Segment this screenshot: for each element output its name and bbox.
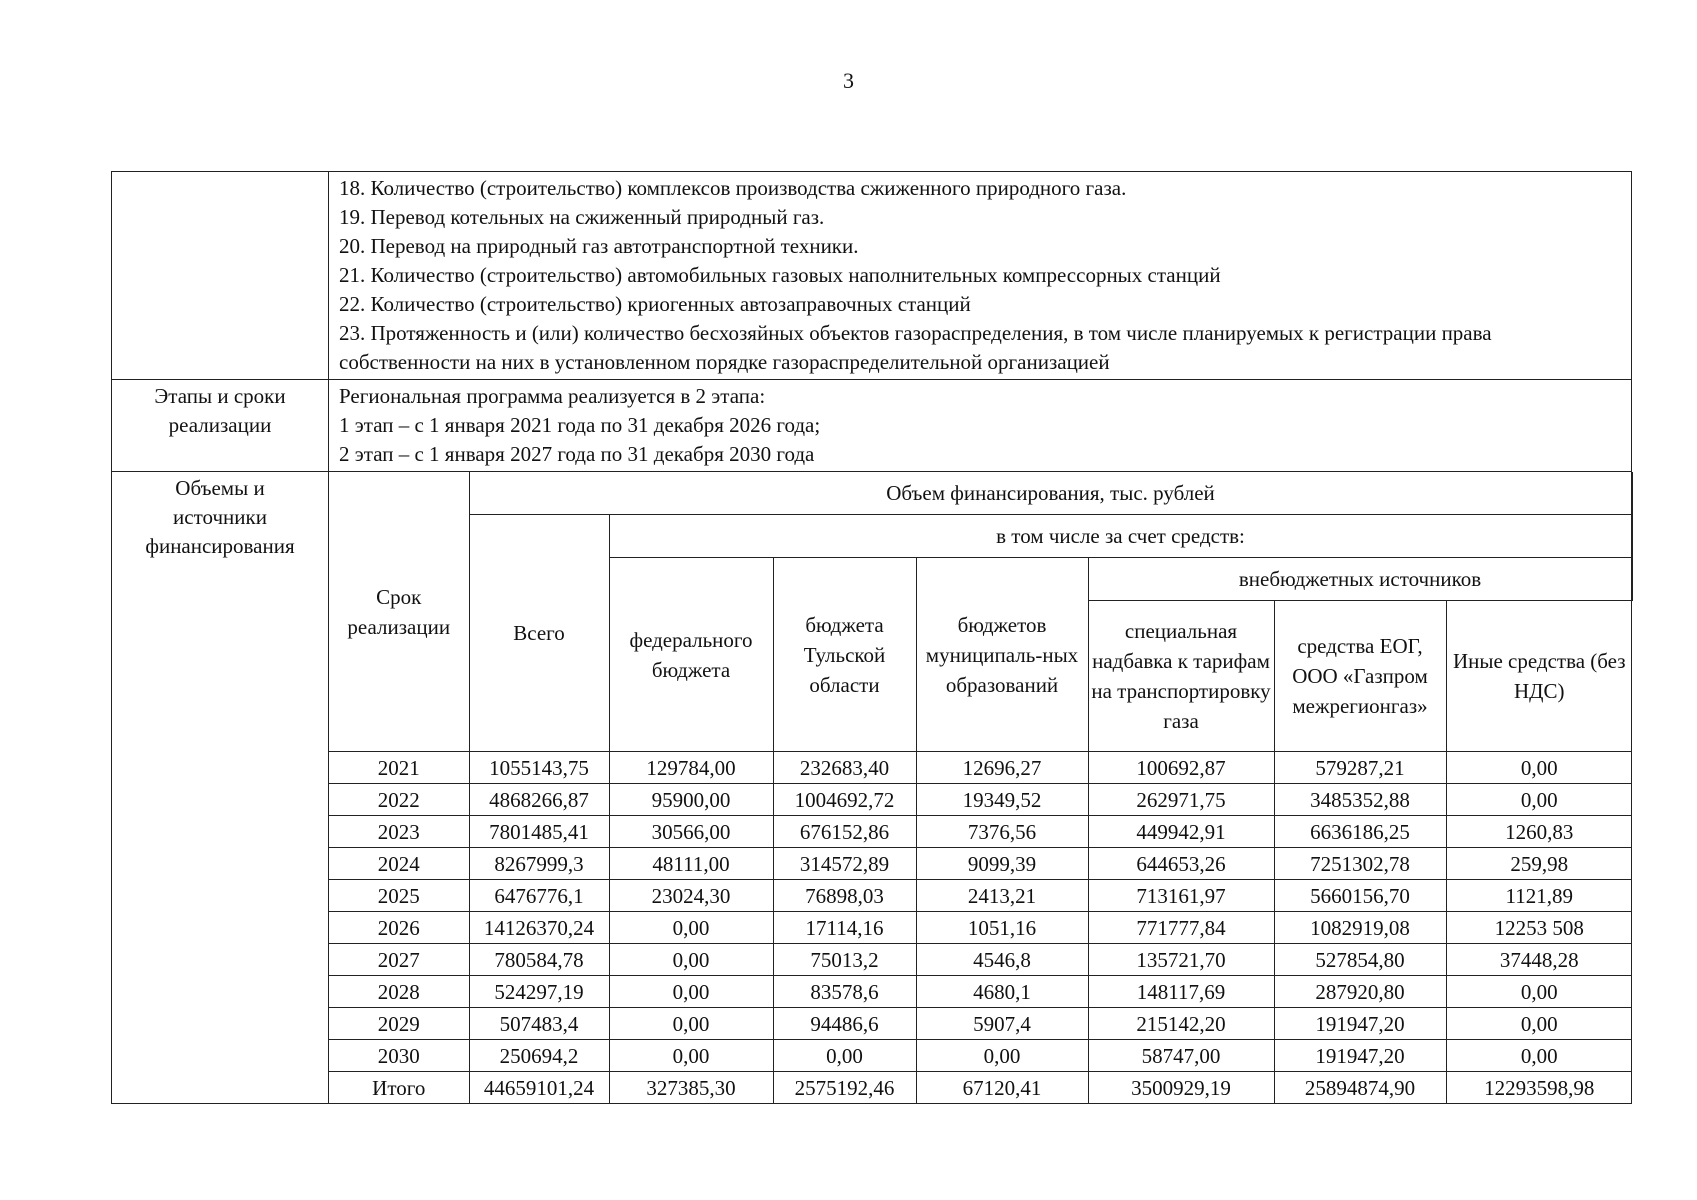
table-cell: 3485352,88 <box>1274 784 1446 816</box>
table-cell: 100692,87 <box>1088 752 1274 784</box>
table-cell: 2030 <box>329 1040 469 1072</box>
table-cell: 507483,4 <box>469 1008 609 1040</box>
table-cell: 75013,2 <box>773 944 916 976</box>
table-cell: 2026 <box>329 912 469 944</box>
table-cell: 3500929,19 <box>1088 1072 1274 1104</box>
table-row <box>329 880 1632 912</box>
table-cell: 2023 <box>329 816 469 848</box>
page-number: 3 <box>843 68 854 93</box>
stages-line: 1 этап – с 1 января 2021 года по 31 декабря 2026 года; <box>339 413 821 437</box>
table-cell: 2025 <box>329 880 469 912</box>
table-cell: 314572,89 <box>773 848 916 880</box>
table-cell: 12696,27 <box>916 752 1088 784</box>
table-cell: 48111,00 <box>609 848 773 880</box>
table-cell: 7801485,41 <box>469 816 609 848</box>
table-cell: 2029 <box>329 1008 469 1040</box>
table-cell: 94486,6 <box>773 1008 916 1040</box>
header-including: в том числе за счет средств: <box>609 515 1632 558</box>
table-cell: 1082919,08 <box>1274 912 1446 944</box>
table-cell: 2413,21 <box>916 880 1088 912</box>
table-row <box>329 816 1632 848</box>
indicator-item: 18. Количество (строительство) комплексов производства сжиженного природного газа. <box>339 176 1127 200</box>
stages-line: 2 этап – с 1 января 2027 года по 31 декабря 2030 года <box>339 442 815 466</box>
table-cell: 0,00 <box>1446 976 1632 1008</box>
passport-table <box>111 171 1632 1104</box>
table-row <box>329 784 1632 816</box>
stages-row <box>112 380 1632 472</box>
table-row <box>329 944 1632 976</box>
stages-label: Этапы и сроки реализации <box>112 380 329 472</box>
indicators-row <box>112 172 1632 380</box>
table-cell: 0,00 <box>609 944 773 976</box>
col-municipal: бюджетов муниципаль-ных образований <box>916 558 1088 752</box>
financing-table <box>329 472 1633 1103</box>
table-cell: 262971,75 <box>1088 784 1274 816</box>
table-cell: 0,00 <box>916 1040 1088 1072</box>
table-row <box>329 1040 1632 1072</box>
table-cell: 7251302,78 <box>1274 848 1446 880</box>
table-cell: 713161,97 <box>1088 880 1274 912</box>
header-extrabudget: внебюджетных источников <box>1088 558 1632 601</box>
table-cell: 449942,91 <box>1088 816 1274 848</box>
table-cell: 287920,80 <box>1274 976 1446 1008</box>
table-cell: 135721,70 <box>1088 944 1274 976</box>
table-cell: 771777,84 <box>1088 912 1274 944</box>
table-cell: 5660156,70 <box>1274 880 1446 912</box>
table-cell: 250694,2 <box>469 1040 609 1072</box>
financing-data <box>329 752 1632 1104</box>
table-cell: 37448,28 <box>1446 944 1632 976</box>
indicator-item: 22. Количество (строительство) криогенных автозаправочных станций <box>339 292 971 316</box>
table-cell: 0,00 <box>1446 784 1632 816</box>
table-cell: 644653,26 <box>1088 848 1274 880</box>
financing-table-cell <box>329 472 1632 1104</box>
table-cell: 0,00 <box>609 976 773 1008</box>
table-cell: 76898,03 <box>773 880 916 912</box>
table-cell: 2028 <box>329 976 469 1008</box>
stages-text <box>329 380 1632 472</box>
indicator-item: 21. Количество (строительство) автомобильных газовых наполнительных компрессорных станций <box>339 263 1221 287</box>
table-cell: 2021 <box>329 752 469 784</box>
table-cell: 30566,00 <box>609 816 773 848</box>
table-cell: 0,00 <box>1446 1040 1632 1072</box>
table-cell: 23024,30 <box>609 880 773 912</box>
table-cell: 25894874,90 <box>1274 1072 1446 1104</box>
indicators-label-cell <box>112 172 329 380</box>
header-volume: Объем финансирования, тыс. рублей <box>469 472 1632 515</box>
table-cell: 259,98 <box>1446 848 1632 880</box>
table-cell: 2024 <box>329 848 469 880</box>
table-cell: 0,00 <box>609 1040 773 1072</box>
table-row <box>329 752 1632 784</box>
table-cell: 524297,19 <box>469 976 609 1008</box>
table-cell: 67120,41 <box>916 1072 1088 1104</box>
col-federal: федерального бюджета <box>609 558 773 752</box>
table-row <box>329 1008 1632 1040</box>
table-cell: 4546,8 <box>916 944 1088 976</box>
table-cell: 0,00 <box>609 912 773 944</box>
stages-line: Региональная программа реализуется в 2 этапа: <box>339 384 766 408</box>
table-cell: 780584,78 <box>469 944 609 976</box>
table-cell: 6476776,1 <box>469 880 609 912</box>
table-cell: 17114,16 <box>773 912 916 944</box>
financing-row <box>112 472 1632 1104</box>
table-cell: 191947,20 <box>1274 1040 1446 1072</box>
table-cell: 527854,80 <box>1274 944 1446 976</box>
col-surcharge: специальная надбавка к тарифам на транспортировку газа <box>1088 601 1274 752</box>
table-cell: 2027 <box>329 944 469 976</box>
table-row <box>329 912 1632 944</box>
indicators-list <box>329 172 1632 380</box>
table-cell: 129784,00 <box>609 752 773 784</box>
table-cell: 1121,89 <box>1446 880 1632 912</box>
table-cell: 5907,4 <box>916 1008 1088 1040</box>
table-cell: 232683,40 <box>773 752 916 784</box>
table-cell: 83578,6 <box>773 976 916 1008</box>
table-cell: 191947,20 <box>1274 1008 1446 1040</box>
table-cell: 1260,83 <box>1446 816 1632 848</box>
table-cell: 95900,00 <box>609 784 773 816</box>
table-cell: 12293598,98 <box>1446 1072 1632 1104</box>
table-row <box>329 976 1632 1008</box>
table-cell: Итого <box>329 1072 469 1104</box>
table-cell: 4680,1 <box>916 976 1088 1008</box>
table-cell: 7376,56 <box>916 816 1088 848</box>
table-cell: 58747,00 <box>1088 1040 1274 1072</box>
table-cell: 2575192,46 <box>773 1072 916 1104</box>
table-cell: 9099,39 <box>916 848 1088 880</box>
col-term: Срок реализации <box>329 472 469 752</box>
table-cell: 215142,20 <box>1088 1008 1274 1040</box>
indicator-item: 23. Протяженность и (или) количество бесхозяйных объектов газораспределения, в том числе планируемых к регистрации права собственности на них в установленном порядке газораспределительной организацией <box>339 321 1492 374</box>
table-cell: 12253 508 <box>1446 912 1632 944</box>
table-cell: 19349,52 <box>916 784 1088 816</box>
financing-label: Объемы и источники финансирования <box>112 472 329 1104</box>
col-regional: бюджета Тульской области <box>773 558 916 752</box>
table-cell: 6636186,25 <box>1274 816 1446 848</box>
table-cell: 579287,21 <box>1274 752 1446 784</box>
table-cell: 1051,16 <box>916 912 1088 944</box>
table-cell: 8267999,3 <box>469 848 609 880</box>
table-cell: 676152,86 <box>773 816 916 848</box>
table-cell: 0,00 <box>609 1008 773 1040</box>
table-row <box>329 848 1632 880</box>
table-cell: 0,00 <box>1446 752 1632 784</box>
indicator-item: 20. Перевод на природный газ автотранспортной техники. <box>339 234 859 258</box>
table-cell: 4868266,87 <box>469 784 609 816</box>
table-row <box>329 1072 1632 1104</box>
col-gazprom: средства ЕОГ, ООО «Газпром межрегионгаз» <box>1274 601 1446 752</box>
table-cell: 327385,30 <box>609 1072 773 1104</box>
col-total: Всего <box>469 515 609 752</box>
table-cell: 14126370,24 <box>469 912 609 944</box>
indicator-item: 19. Перевод котельных на сжиженный природный газ. <box>339 205 825 229</box>
table-cell: 148117,69 <box>1088 976 1274 1008</box>
col-other: Иные средства (без НДС) <box>1446 601 1632 752</box>
table-cell: 1004692,72 <box>773 784 916 816</box>
table-cell: 1055143,75 <box>469 752 609 784</box>
table-cell: 0,00 <box>773 1040 916 1072</box>
table-cell: 0,00 <box>1446 1008 1632 1040</box>
table-cell: 2022 <box>329 784 469 816</box>
table-cell: 44659101,24 <box>469 1072 609 1104</box>
